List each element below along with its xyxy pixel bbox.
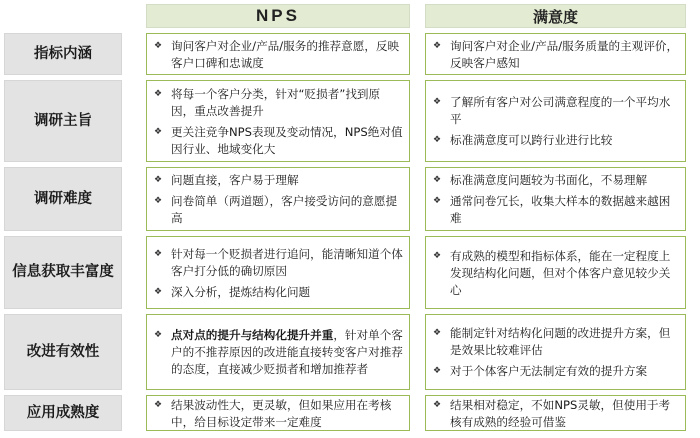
bullet-item xyxy=(151,86,403,120)
bullet-item xyxy=(430,193,679,227)
diamond-bullet-icon: ❖ xyxy=(433,97,442,107)
bullet-text xyxy=(450,193,679,227)
bullet-body-text: 结果波动性大，更灵敏，但如果应用在考核中，给目标设定带来一定难度 xyxy=(171,397,392,429)
bullet-text xyxy=(171,86,403,120)
diamond-bullet-icon: ❖ xyxy=(154,175,163,185)
bullet-text xyxy=(171,284,403,301)
diamond-bullet-icon: ❖ xyxy=(433,175,442,185)
bullet-item xyxy=(151,124,403,158)
diamond-bullet-icon: ❖ xyxy=(154,330,163,340)
bullet-item xyxy=(151,246,403,280)
bullet-text xyxy=(450,363,679,380)
nps-cell xyxy=(146,236,410,309)
bullet-text xyxy=(450,325,679,359)
bullet-body-text: 标准满意度可以跨行业进行比较 xyxy=(450,133,613,147)
bullet-body-text: 有成熟的模型和指标体系，能在一定程度上发现结构化问题，但对个体客户意见较少关心 xyxy=(450,248,671,297)
bullet-body-text: 标准满意度问题较为书面化，不易理解 xyxy=(450,173,648,187)
diamond-bullet-icon: ❖ xyxy=(433,40,442,51)
bullet-text xyxy=(450,132,679,149)
nps-cell xyxy=(146,395,410,431)
bullet-item xyxy=(151,172,403,189)
diamond-bullet-icon: ❖ xyxy=(154,88,163,99)
bullet-body-text: 询问客户对企业/产品/服务的推荐意愿，反映客户口碑和忠诚度 xyxy=(171,38,400,70)
diamond-bullet-icon: ❖ xyxy=(154,399,163,410)
row-label: 改进有效性 xyxy=(4,314,122,390)
bullet-item xyxy=(430,94,679,128)
bullet-body-text: 结果相对稳定，不如NPS灵敏，但使用于考核有成熟的经验可借鉴 xyxy=(450,397,671,429)
bullet-body-text: 对于个体客户无法制定有效的提升方案 xyxy=(450,364,648,378)
bullet-text xyxy=(171,193,403,227)
bullet-body-text: 针对每一个贬损者进行追问，能清晰知道个体客户打分低的确切原因 xyxy=(171,246,403,278)
bullet-body-text: 将每一个客户分类，针对“贬损者”找到原因，重点改善提升 xyxy=(171,86,381,118)
satisfaction-cell xyxy=(425,395,686,431)
nps-cell xyxy=(146,80,410,162)
diamond-bullet-icon: ❖ xyxy=(433,250,442,261)
satisfaction-cell xyxy=(425,167,686,231)
diamond-bullet-icon: ❖ xyxy=(433,328,442,338)
bullet-body-text: 问卷简单（两道题），客户接受访问的意愿提高 xyxy=(171,194,398,225)
diamond-bullet-icon: ❖ xyxy=(433,399,442,410)
diamond-bullet-icon: ❖ xyxy=(154,286,163,297)
bullet-body-text: 了解所有客户对公司满意程度的一个平均水平 xyxy=(450,95,671,126)
row-label: 应用成熟度 xyxy=(4,395,122,431)
satisfaction-column-header: 满意度 xyxy=(425,4,686,28)
diamond-bullet-icon: ❖ xyxy=(154,196,163,206)
bullet-body-text: 通常问卷冗长，收集大样本的数据越来越困难 xyxy=(450,194,671,225)
satisfaction-cell xyxy=(425,80,686,162)
bullet-text xyxy=(450,94,679,128)
nps-cell xyxy=(146,33,410,75)
bullet-text xyxy=(171,124,403,158)
diamond-bullet-icon: ❖ xyxy=(154,248,163,259)
bullet-text xyxy=(450,172,679,189)
bullet-item xyxy=(430,248,679,299)
diamond-bullet-icon: ❖ xyxy=(433,196,442,206)
bullet-item xyxy=(430,397,679,431)
diamond-bullet-icon: ❖ xyxy=(154,126,163,137)
bullet-item xyxy=(151,397,403,431)
bullet-item xyxy=(151,38,403,72)
row-label: 调研难度 xyxy=(4,167,122,231)
satisfaction-cell xyxy=(425,314,686,390)
bullet-text xyxy=(450,248,679,299)
bullet-text xyxy=(450,38,679,72)
satisfaction-cell xyxy=(425,33,686,75)
bullet-item xyxy=(430,325,679,359)
bullet-text xyxy=(171,38,403,72)
diamond-bullet-icon: ❖ xyxy=(433,366,442,376)
bullet-text xyxy=(171,246,403,280)
diamond-bullet-icon: ❖ xyxy=(154,40,163,51)
bullet-item xyxy=(430,38,679,72)
nps-cell xyxy=(146,167,410,231)
bullet-body-text: 询问客户对企业/产品/服务质量的主观评价，反映客户感知 xyxy=(450,38,679,70)
bullet-body-text: 能制定针对结构化问题的改进提升方案，但是效果比较难评估 xyxy=(450,326,671,357)
row-label: 信息获取丰富度 xyxy=(4,236,122,309)
bullet-body-text: ，针对单个客户的不推荐原因的改进能直接转变客户对推荐的态度，直接减少贬损者和增加推荐者 xyxy=(171,328,403,376)
bullet-item xyxy=(430,132,679,149)
row-label: 调研主旨 xyxy=(4,80,122,162)
nps-column-header: NPS xyxy=(146,4,410,28)
bullet-item xyxy=(430,172,679,189)
nps-cell xyxy=(146,314,410,390)
bullet-body-text: 深入分析，提炼结构化问题 xyxy=(171,284,311,299)
bullet-text xyxy=(450,397,679,431)
bullet-item xyxy=(430,363,679,380)
bullet-text xyxy=(171,172,403,189)
bullet-text xyxy=(171,397,403,431)
bullet-body-text: 问题直接，客户易于理解 xyxy=(171,173,299,187)
bullet-text xyxy=(171,327,403,378)
diamond-bullet-icon: ❖ xyxy=(433,135,442,145)
bullet-item xyxy=(151,327,403,378)
bullet-item xyxy=(151,193,403,227)
emphasis-text: 点对点的提升与结构化提升并重 xyxy=(171,328,334,342)
bullet-body-text: 更关注竞争NPS表现及变动情况，NPS绝对值因行业、地域变化大 xyxy=(171,124,403,156)
row-label: 指标内涵 xyxy=(4,33,122,75)
satisfaction-cell xyxy=(425,236,686,309)
bullet-item xyxy=(151,284,403,301)
